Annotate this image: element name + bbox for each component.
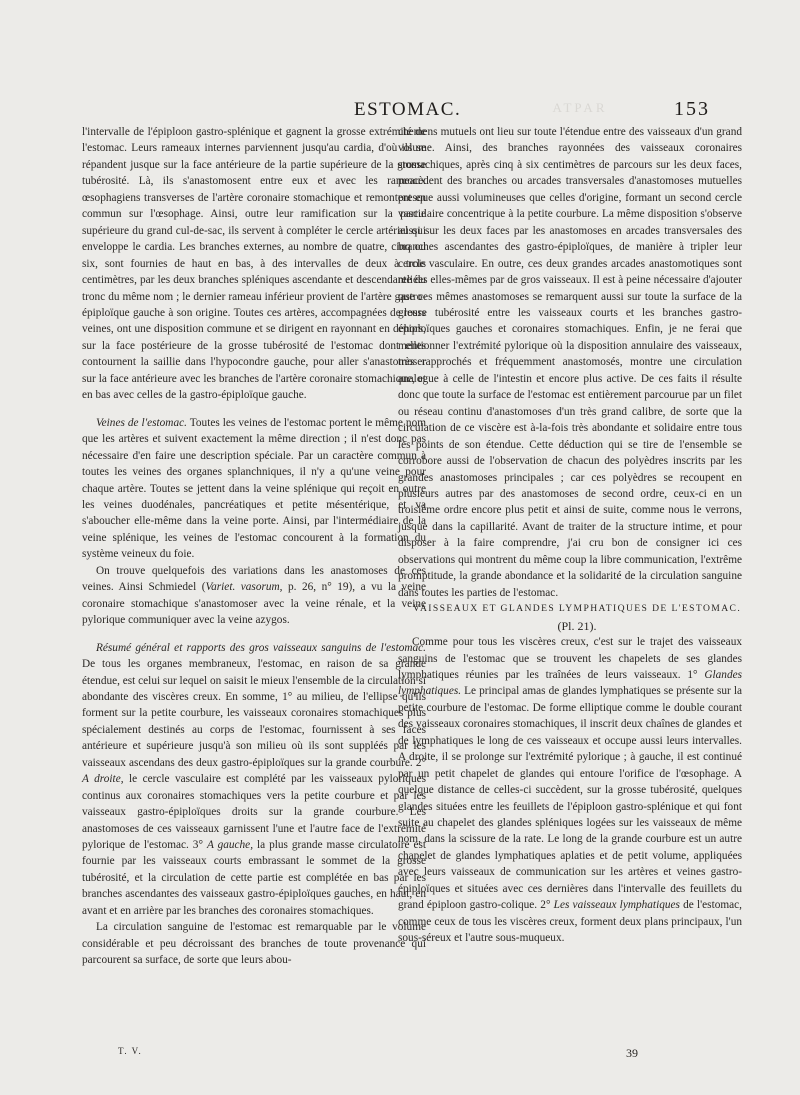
signature-number: 39	[626, 1046, 638, 1060]
paragraph-resume-text-3: la plus grande masse circulatoire est fournie par les vaisseaux courts embrassant le sommet de la grosse tubérosité, et la circulation de cette partie est complétée en bas par les branches ascendantes des vaisseaux gastro-épiploïques gauches, en haut, en avant et en arrière par les branches des coronaires stomachiques.	[82, 839, 427, 917]
running-head	[0, 96, 800, 126]
heading-resume: Résumé général et rapports des gros vaisseaux sanguins de l'estomac.	[96, 641, 426, 654]
paragraph-veines	[82, 415, 426, 563]
right-column	[398, 124, 742, 947]
paragraph-resume-text: De tous les organes membraneux, l'estomac, en raison de sa grande étendue, est celui sur lequel on saisit le mieux l'ensemble de la circulation si abondante des viscères creux. En somme, 1° au milieu, de l'ellipse qu'ils forment sur la petite courbure, les vaisseaux coronaires stomachiques plus spécialement destinés au corps de l'estomac, fournissent à ses faces antérieure et supérieure jusqu'à son milieu où ils sont suppléés par les vaisseaux ascendans des deux gastro-épiploïques sur la grande courbure. 2°	[82, 658, 426, 769]
term-a-droite: A droite,	[82, 773, 124, 786]
show-through-text: ATPAR	[552, 100, 608, 115]
running-title: ESTOMAC.	[354, 99, 462, 120]
ref-schmiedel: Variet. vasorum,	[205, 581, 283, 594]
paragraph-circulation: La circulation sanguine de l'estomac est remarquable par le volume considérable et peu décroissant des branches de toute provenance qui parcourent sa surface, de sorte que leurs abou-	[82, 921, 426, 967]
page-number: 153	[674, 98, 710, 120]
paragraph-variations-text-2: p. 26, n° 19), a vu la veine coronaire stomachique s'anastomoser avec la veine rénale, et la veine pylorique communiquer avec la veine azygos.	[82, 581, 427, 627]
term-a-gauche: A gauche,	[206, 839, 254, 852]
section-heading-lymphatiques: VAISSEAUX ET GLANDES LYMPHATIQUES DE L'ESTOMAC.	[412, 603, 742, 615]
heading-veines: Veines de l'estomac.	[96, 416, 187, 429]
paragraph-lymphatiques	[398, 634, 742, 947]
term-glandes: Glandes lymphatiques.	[398, 668, 743, 698]
paragraph-lymph-text-3: de l'estomac, comme ceux de tous les viscères creux, forment deux plans principaux, l'un sous-séreux et l'autre sous-muqueux.	[398, 899, 742, 945]
paragraph-lymph-text: Comme pour tous les viscères creux, c'est sur le trajet des vaisseaux sanguins de l'estomac que se trouvent les chapelets de ses glandes lymphatiques réunies par les traînées de leurs vaisseaux. 1°	[398, 636, 742, 681]
paragraph-veines-text: Toutes les veines de l'estomac portent le même nom que les artères et suivent exactement la même direction ; il n'est donc pas nécessaire d'en faire une description spéciale. Par un caractère commun à toutes les veines des organes splanchniques, il n'y a qu'une veine pour chaque artère. Toutes se jettent dans la veine splénique qui reçoit en outre les veines duodénales, pancréatiques et petite mésentérique, et va s'aboucher elle-même dans la veine porte. Ainsi, par l'intermédiaire de la veine splénique, les veines de l'estomac concourent à la formation du système veineux du foie.	[82, 416, 427, 561]
paragraph-variations-text: On trouve quelquefois des variations dans les anastomoses de ces veines. Ainsi Schmiedel (	[82, 564, 426, 594]
paragraph-variations	[82, 563, 426, 629]
paragraph-resume-text-2: le cercle vasculaire est complété par les vaisseaux pyloriques continus aux coronaires stomachiques vers la petite courbure et par les vaisseaux gastro-épiploïques droits sur la grande courbure. Les anastomoses de ces vaisseaux garnissent l'une et l'autre face de l'extrémité pylorique de l'estomac. 3°	[82, 773, 427, 852]
left-column	[82, 124, 426, 969]
paragraph-resume	[82, 640, 426, 920]
paragraph-lymph-text-2: Le principal amas de glandes lymphatiques se présente sur la petite courbure de l'estomac. De forme elliptique comme le double courant des vaisseaux coronaires stomachiques, il inscrit deux chaînes de glandes et de lymphatiques le long de ces vaisseaux et occupe aussi leurs intervalles. A droite, il se prolonge sur l'extrémité pylorique ; à gauche, il est continué par un petit chapelet de glandes qui entoure l'orifice de l'œsophage. A quelque distance de celles-ci succèdent, sur la grosse tubérosité, quelques glandes situées entre les feuillets de l'épiploon gastro-splénique et qui font suite au chapelet des glandes spléniques logées sur les vaisseaux de même nom, dans la scissure de la rate. Le long de la grande courbure est un autre chapelet de glandes lymphatiques aplaties et de petit volume, appliquées avec leurs vaisseaux de communication sur les artères et veines gastro-épiploïques et situées avec ces dernières dans l'intervalle des feuillets du grand épiploon gastro-colique. 2°	[398, 685, 742, 912]
signature-volume: T. V.	[118, 1046, 143, 1056]
term-vaisseaux: Les vaisseaux lymphatiques	[553, 899, 680, 912]
plate-reference: (Pl. 21).	[557, 618, 597, 633]
paragraph-arteres-courts: l'intervalle de l'épiploon gastro-splénique et gagnent la grosse extrémité de l'estomac. Leurs rameaux internes parviennent jusqu'au cardia, d'où ils se répandent jusque sur la face antérieure de la partie supérieure de la grosse tubérosité. Là, ils s'anastomosent entre eux et avec les rameaux œsophagiens transverses de l'artère coronaire stomachique et remontent en commun sur l'œsophage. Ainsi, outre leur ramification sur la partie supérieure du grand cul-de-sac, ils servent à compléter le cercle artériel qui enveloppe le cardia. Les branches externes, au nombre de quatre, cinq ou six, sont fournies de haut en bas, à des intervalles de deux à trois centimètres, par les deux branches spléniques ascendante et descendante du tronc du même nom ; le dernier rameau inférieur provient de l'artère gastro-épiploïque gauche à son origine. Toutes ces artères, accompagnées de leurs veines, ont une disposition commune et se dirigent en rayonnant en dehors, sur la face postérieure de la grosse tubérosité de l'estomac dont elles contournent la saillie dans l'hypocondre gauche, pour aller s'anastomoser sur la face antérieure avec les branches de l'artère coronaire stomachique, et en bas avec celles de la gastro-épiploïque gauche.	[82, 126, 426, 402]
paragraph-anastomoses: chemens mutuels ont lieu sur toute l'étendue entre des vaisseaux d'un grand volume. Ainsi, des branches rayonnées des vaisseaux coronaires stomachiques, après cinq à six centimètres de parcours sur les deux faces, procèdent des branches ou arcades transversales d'anastomoses mutuelles presque aussi volumineuses que celles d'origine, formant un second cercle vasculaire concentrique à la petite courbure. La même disposition s'observe aussi sur les deux faces par les anastomoses en arcades transversales des branches ascendantes des gastro-épiploïques, de manière à tripler leur cercle vasculaire. En outre, ces deux grandes arcades anastomotiques sont reliées elles-mêmes par de gros vaisseaux. Il est à peine nécessaire d'ajouter que ces mêmes anastomoses se remarquent aussi sur toute la surface de la grosse tubérosité entre les vaisseaux courts et les branches gastro-épiploïques gauches et coronaires stomachiques. Enfin, je ne ferai que mentionner l'extrémité pylorique où la disposition annulaire des vaisseaux, très rapprochés et fréquemment anastomosés, montre une circulation analogue à celle de l'intestin et encore plus active. De ces faits il résulte donc que toute la surface de l'estomac est entièrement parcourue par un filet ou réseau continu d'anastomoses d'un très grand calibre, de sorte que la circulation de ce viscère est à-la-fois très abondante et solidaire entre tous les points de son étendue. Cette déduction qui se tire de l'ensemble se corrobore aussi de l'observation de chacun des polyèdres inscrits par les grandes anastomoses principales ; car ces polyèdres se recoupent en plusieurs autres par des anastomoses de second ordre, ceux-ci en un troisième ordre encore plus petit et ainsi de suite, comme nous le verrons, jusque dans la capillarité. Avant de traiter de la structure intime, et pour disposer à la faire comprendre, j'ai cru bon de consigner ici ces observations qui montrent du même coup la libre communication, l'extrême promptitude, la grande abondance et la solidarité de la circulation sanguine dans toutes les parties de l'estomac.	[398, 126, 742, 599]
